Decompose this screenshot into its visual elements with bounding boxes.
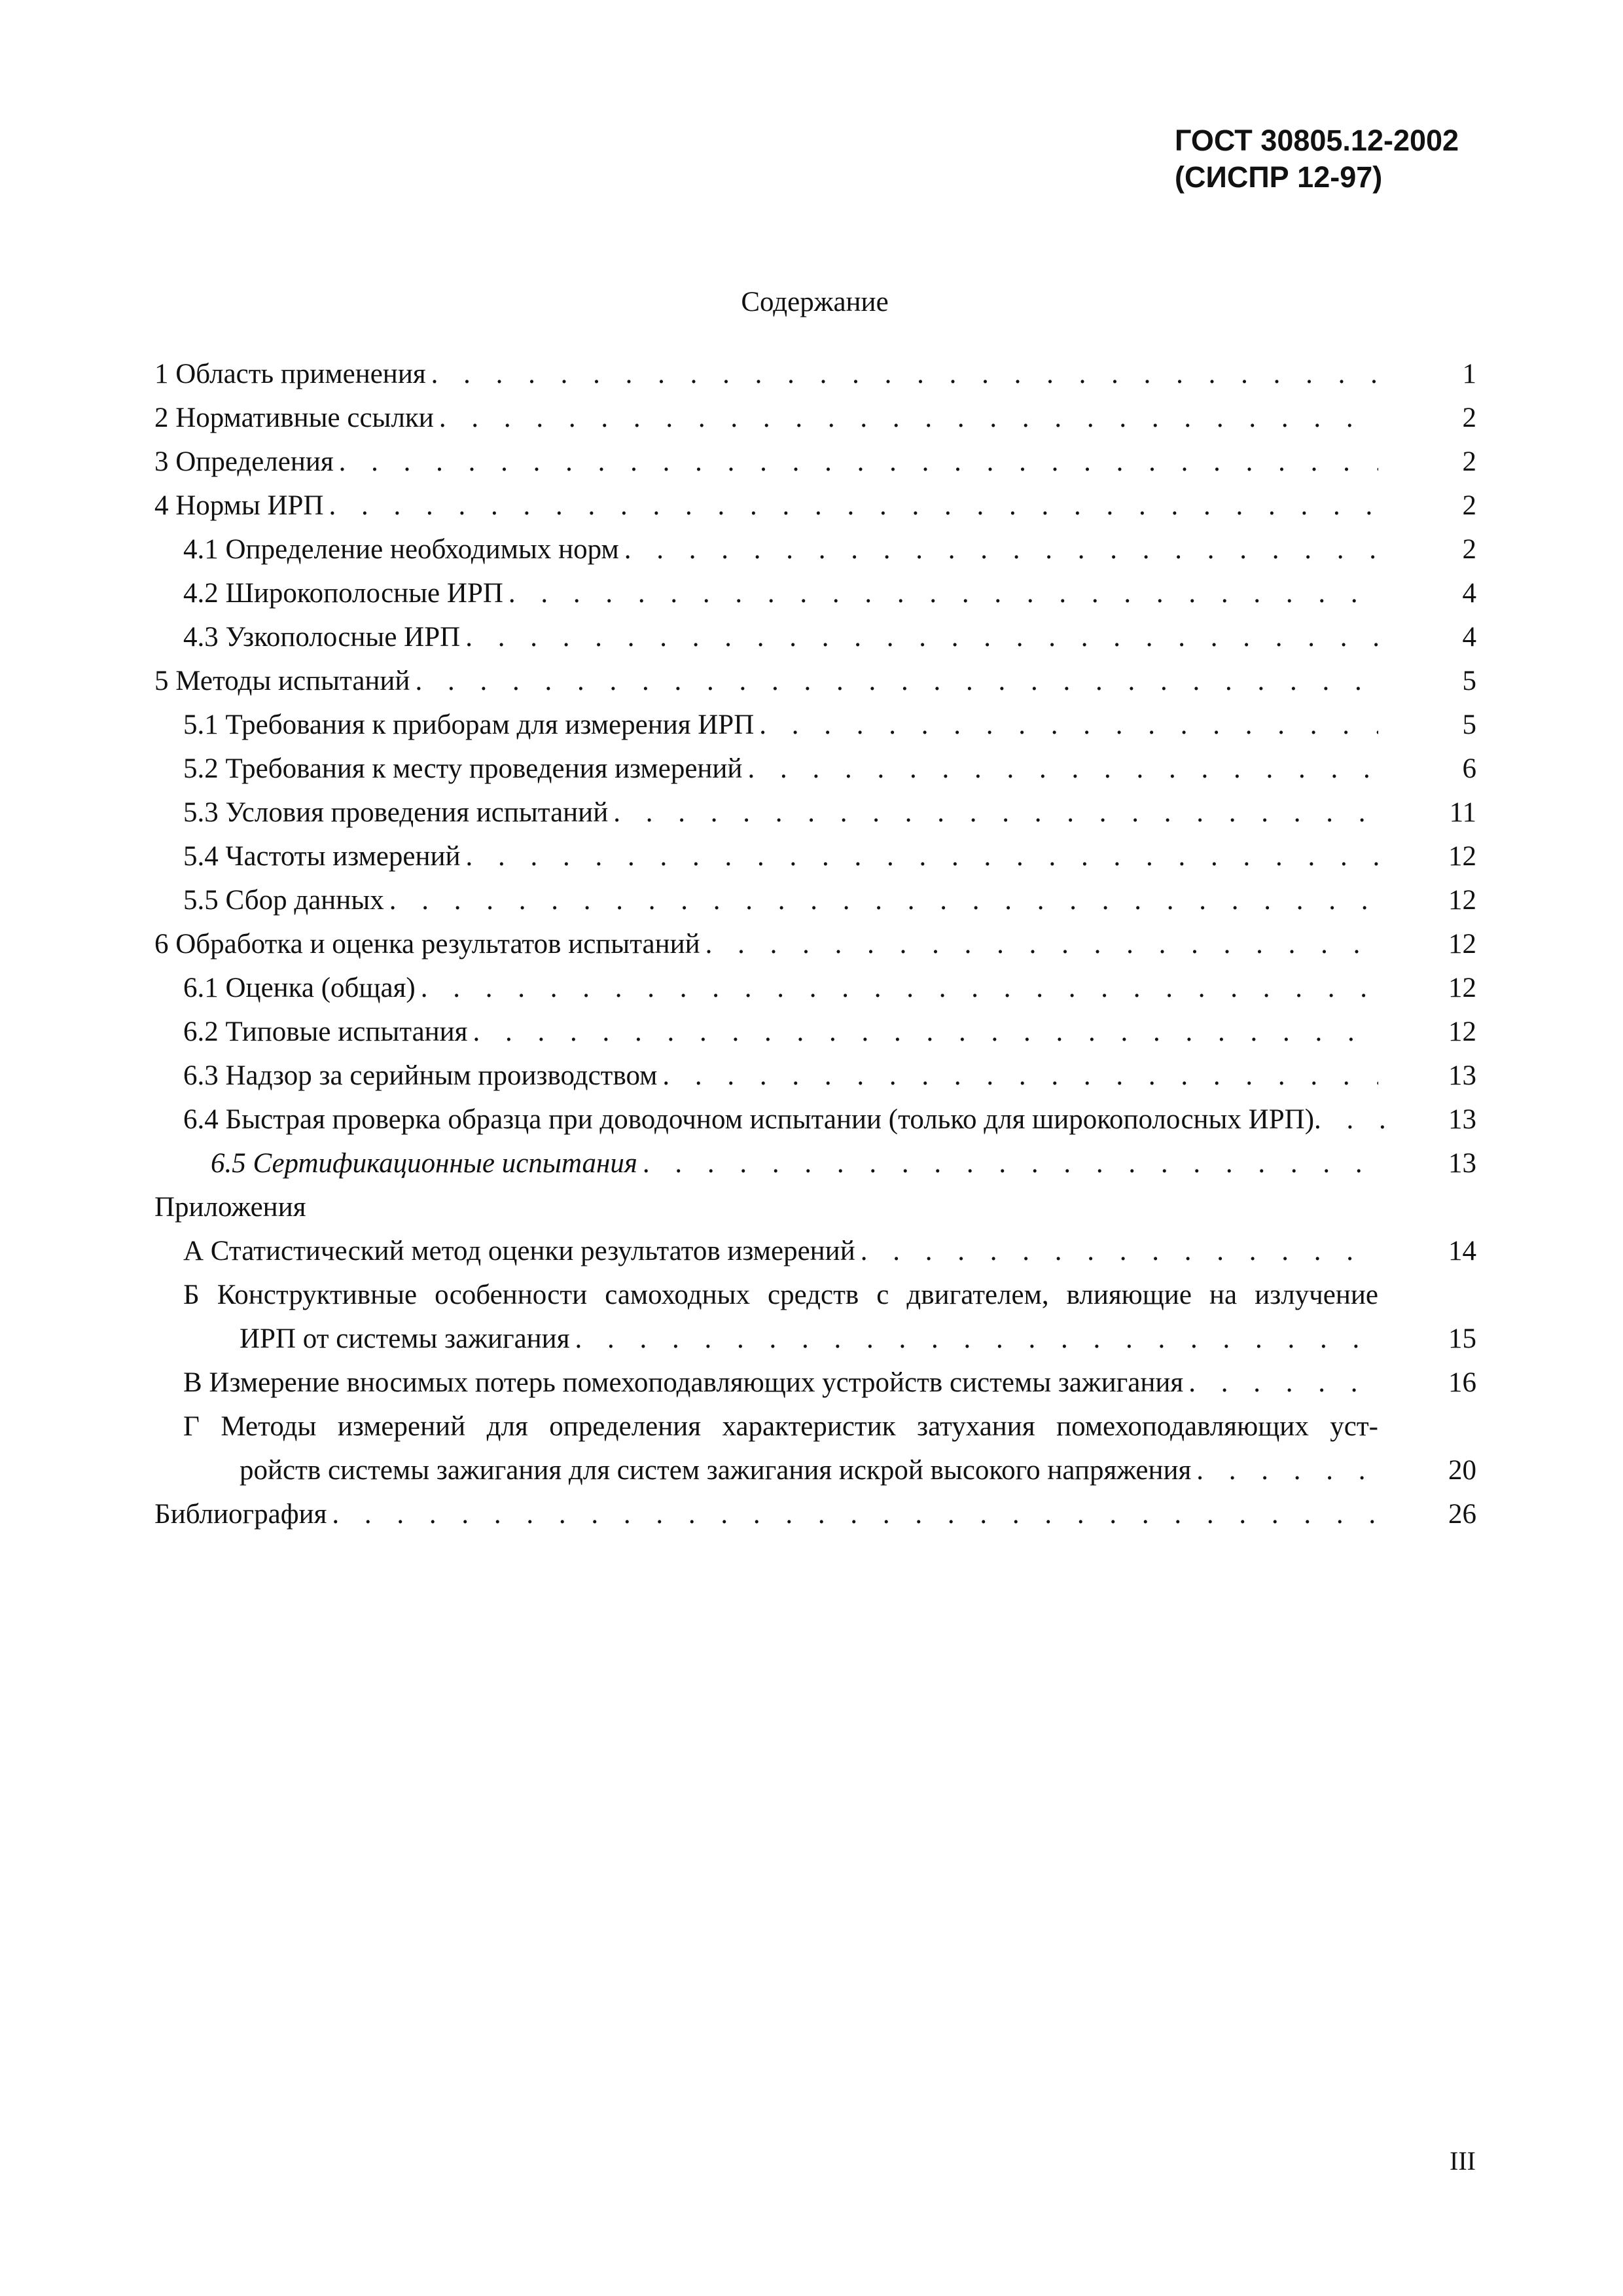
toc-entry[interactable]: 4 Нормы ИРП . . . 2	[154, 484, 1476, 528]
toc-entry[interactable]: 5.1 Требования к приборам для измерения ИРП . . . 5	[154, 703, 1476, 747]
toc-entry[interactable]: 5.5 Сбор данных . . . 12	[154, 878, 1476, 922]
toc-page-number: 13	[1448, 1148, 1476, 1179]
toc-entry[interactable]: В Измерение вносимых потерь помехоподавляющих устройств системы зажигания . . . 16	[154, 1361, 1476, 1405]
toc-title: Содержание	[741, 287, 889, 317]
toc-entry-continuation[interactable]: ИРП от системы зажигания . . . 15	[154, 1317, 1476, 1361]
toc-page-number: 13	[1448, 1104, 1476, 1135]
toc-entry[interactable]: 5 Методы испытаний . . . 5	[154, 659, 1476, 703]
toc-page-number: 16	[1448, 1367, 1476, 1398]
toc-entry[interactable]: 6.3 Надзор за серийным производством . . . 13	[154, 1054, 1476, 1098]
toc-page-number: 2	[1462, 534, 1476, 565]
toc-entry[interactable]: Г Методы измерений для определения характеристик затухания помехоподавляющих уст-	[183, 1411, 1378, 1442]
toc-entry-continuation[interactable]: ройств системы зажигания для систем зажигания искрой высокого напряжения . . . 20	[154, 1448, 1476, 1492]
toc-page-number: 26	[1448, 1499, 1476, 1530]
toc-entry[interactable]: 4.2 Широкополосные ИРП . . . 4	[154, 571, 1476, 615]
toc-page-number: 14	[1448, 1236, 1476, 1266]
equivalent-standard: (СИСПР 12-97)	[1175, 160, 1383, 194]
toc-page-number: 12	[1448, 929, 1476, 960]
document-header	[1175, 122, 1459, 196]
toc-entry[interactable]: 3 Определения . . . 2	[154, 440, 1476, 484]
toc-entry[interactable]: Б Конструктивные особенности самоходных средств с двигателем, влияющие на излучение	[183, 1280, 1378, 1310]
toc-page-number: 12	[1448, 885, 1476, 916]
page-number: III	[1450, 2146, 1476, 2176]
toc-entry[interactable]: 5.3 Условия проведения испытаний . . . 11	[154, 791, 1476, 834]
toc-page-number: 15	[1448, 1323, 1476, 1354]
toc-entry[interactable]: 4.3 Узкополосные ИРП . . . 4	[154, 615, 1476, 659]
toc-entry[interactable]: 2 Нормативные ссылки . . . 2	[154, 396, 1476, 440]
toc-page-number: 2	[1462, 403, 1476, 433]
toc-page-number: 12	[1448, 841, 1476, 872]
toc-entry[interactable]: 1 Область применения . . . 1	[154, 352, 1476, 396]
toc-entry[interactable]: 6.4 Быстрая проверка образца при доводочном испытании (только для широкополосных ИРП) . . . 13	[154, 1098, 1476, 1141]
toc-page-number: 5	[1462, 709, 1476, 740]
toc-entry[interactable]: Библиография . . . 26	[154, 1492, 1476, 1536]
toc-page-number: 20	[1448, 1455, 1476, 1486]
toc-entry[interactable]: 6 Обработка и оценка результатов испытаний . . . 12	[154, 922, 1476, 966]
toc-section-heading: Приложения	[154, 1192, 306, 1223]
toc-page-number: 12	[1448, 1016, 1476, 1047]
toc-page-number: 4	[1462, 622, 1476, 653]
toc-page-number: 2	[1462, 490, 1476, 521]
toc-entry[interactable]: 5.4 Частоты измерений . . . 12	[154, 834, 1476, 878]
toc-page-number: 13	[1448, 1060, 1476, 1091]
toc-page-number: 1	[1462, 359, 1476, 389]
toc-page-number: 2	[1462, 446, 1476, 477]
toc-page-number: 6	[1462, 753, 1476, 784]
toc-entry[interactable]: А Статистический метод оценки результатов измерений . . . 14	[154, 1229, 1476, 1273]
toc-entry[interactable]: 6.5 Сертификационные испытания . . . 13	[154, 1141, 1476, 1185]
toc-page-number: 5	[1462, 666, 1476, 696]
toc-page-number: 11	[1449, 797, 1476, 828]
table-of-contents	[154, 352, 1476, 1536]
toc-page-number: 12	[1448, 973, 1476, 1003]
toc-page-number: 4	[1462, 578, 1476, 609]
toc-entry[interactable]: 5.2 Требования к месту проведения измерений . . . 6	[154, 747, 1476, 791]
toc-entry[interactable]: 4.1 Определение необходимых норм . . . 2	[154, 528, 1476, 571]
toc-entry[interactable]: 6.1 Оценка (общая) . . . 12	[154, 966, 1476, 1010]
standard-number: ГОСТ 30805.12-2002	[1175, 124, 1459, 157]
toc-entry[interactable]: 6.2 Типовые испытания . . . 12	[154, 1010, 1476, 1054]
